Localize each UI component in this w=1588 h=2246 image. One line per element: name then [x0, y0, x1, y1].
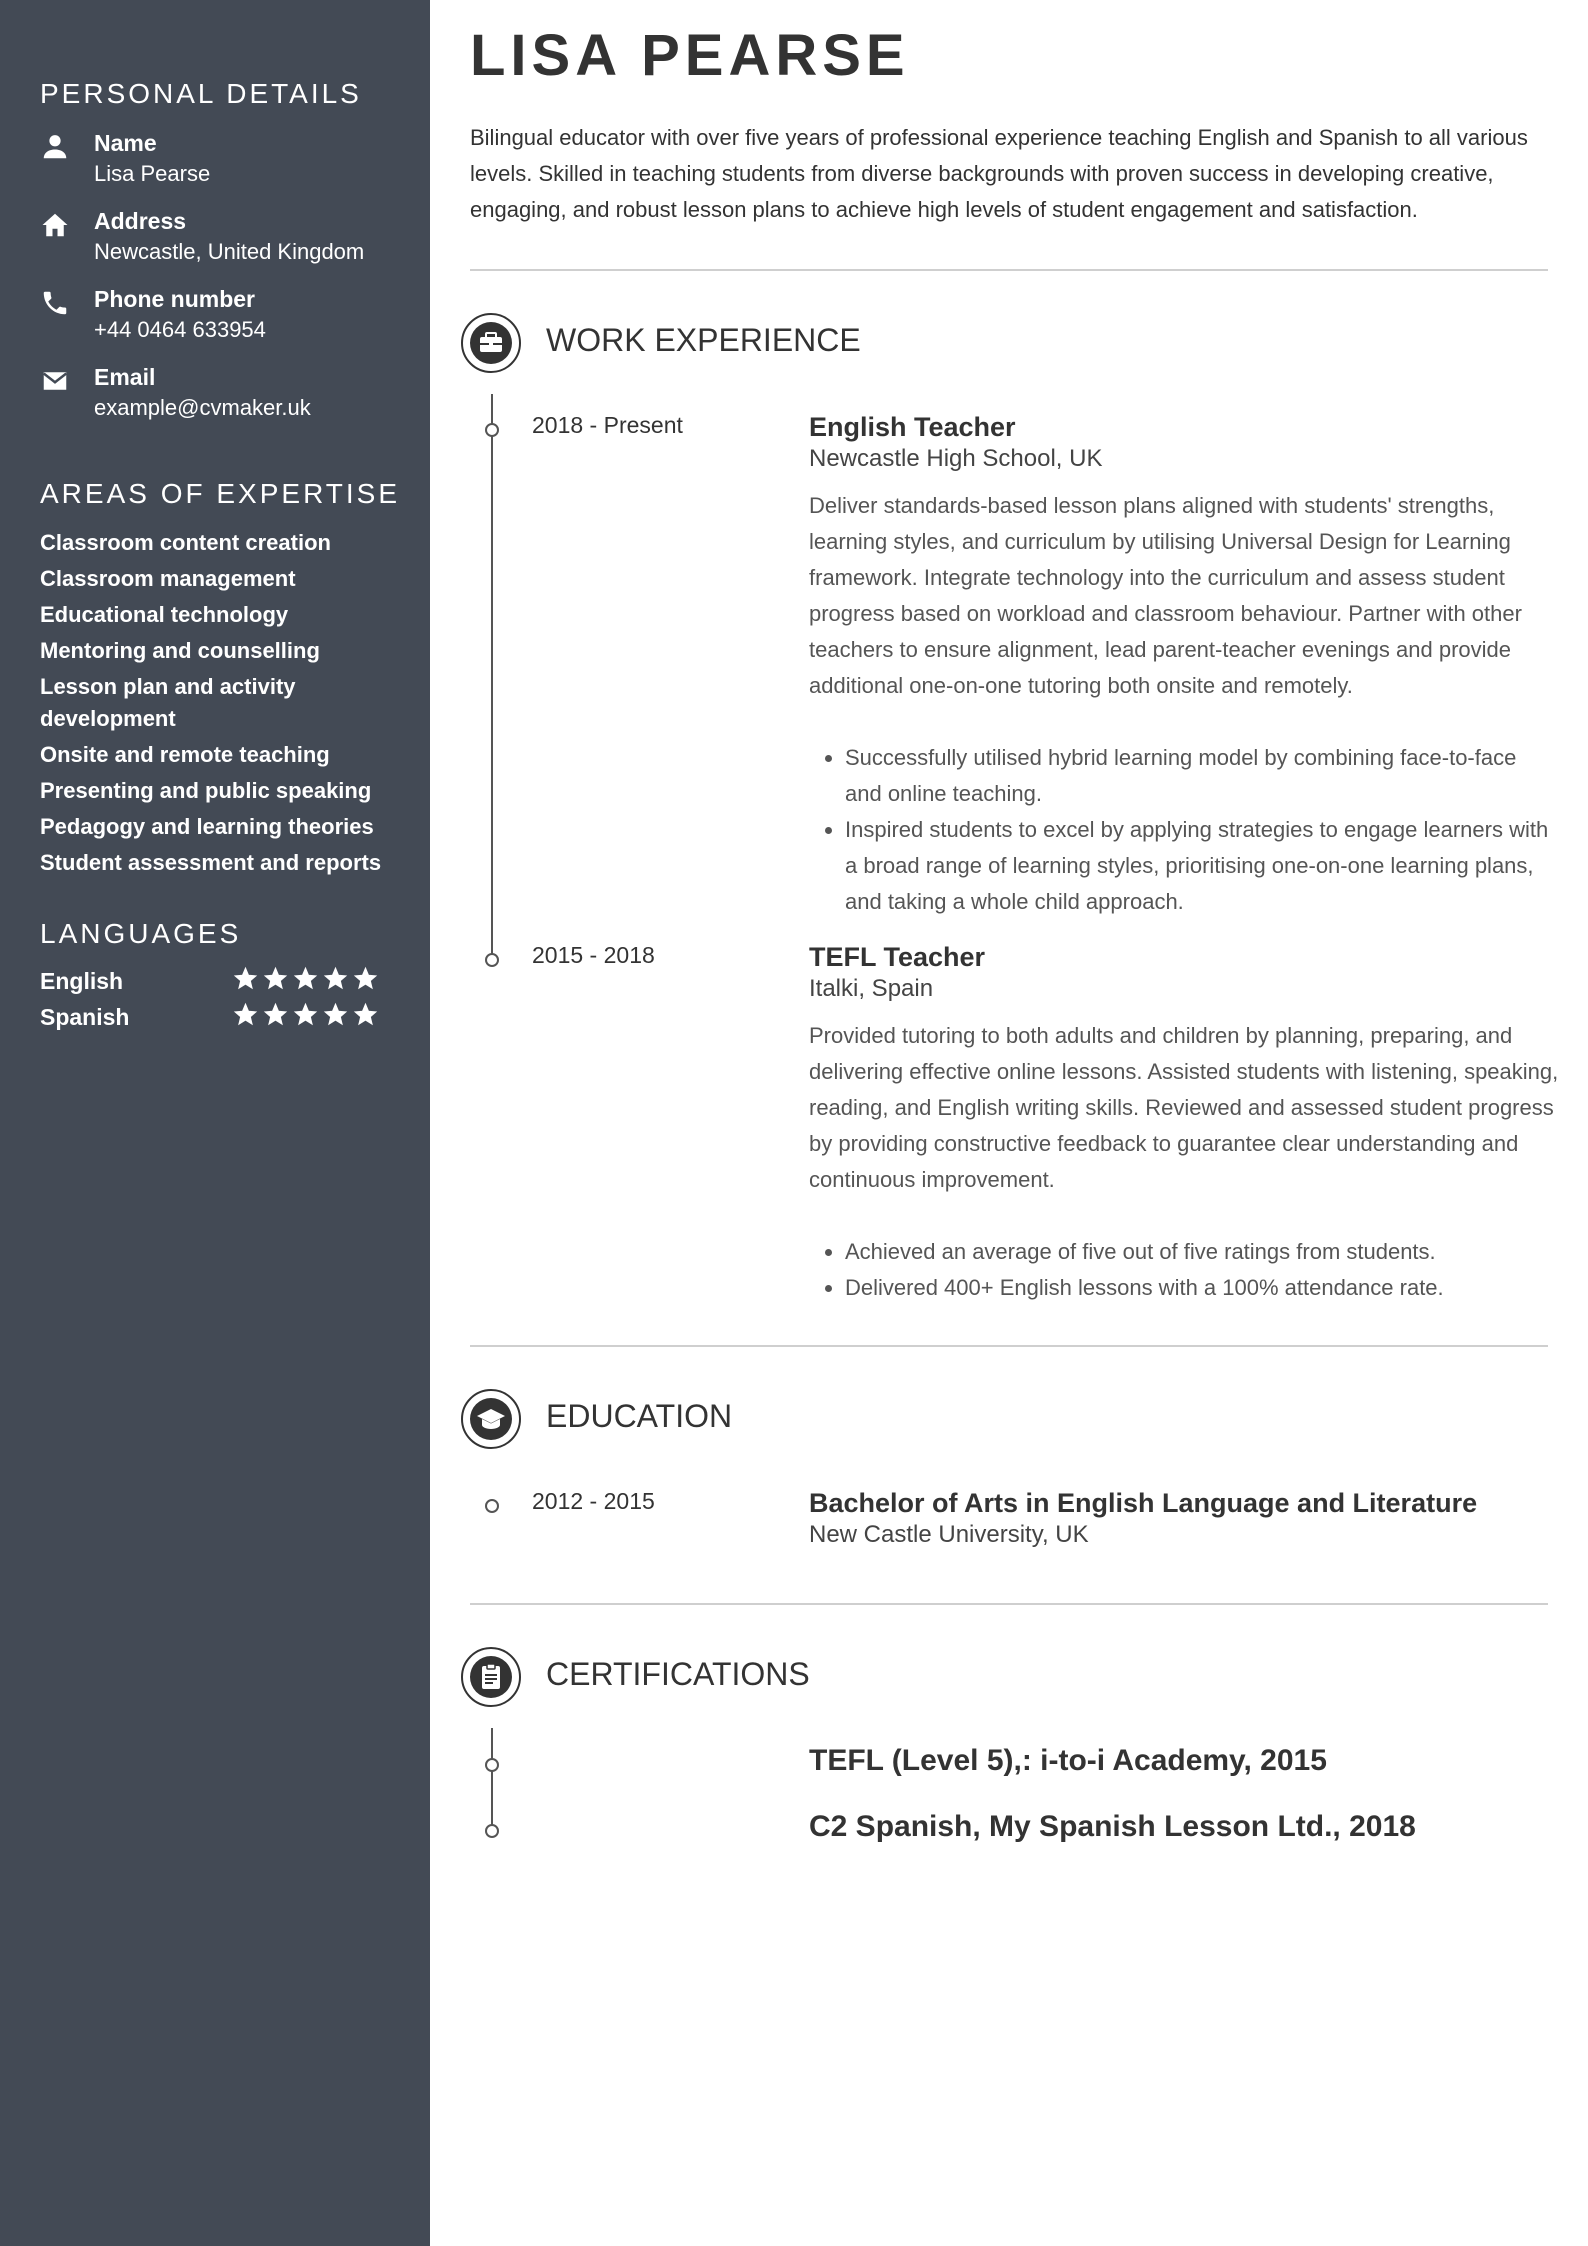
- expertise-item: Lesson plan and activity development: [40, 674, 296, 731]
- expertise-item: Classroom management: [40, 566, 296, 591]
- star-icon: [353, 966, 378, 991]
- personal-details-heading: PERSONAL DETAILS: [40, 78, 362, 109]
- graduation-cap-icon: [460, 1388, 522, 1450]
- job-date: 2018 - Present: [532, 412, 683, 438]
- timeline-line: [491, 1728, 493, 1828]
- star-icon: [323, 966, 348, 991]
- detail-value: example@cvmaker.uk: [94, 395, 311, 420]
- work-experience-title: WORK EXPERIENCE: [546, 322, 861, 358]
- star-icon: [293, 966, 318, 991]
- star-icon: [263, 1002, 288, 1027]
- education-date: 2012 - 2015: [532, 1488, 655, 1514]
- timeline-dot: [485, 1824, 499, 1838]
- certification-item: C2 Spanish, My Spanish Lesson Ltd., 2018: [809, 1810, 1416, 1843]
- timeline-dot: [485, 1758, 499, 1772]
- star-icon: [233, 1002, 258, 1027]
- divider: [470, 269, 1548, 271]
- home-icon: [40, 210, 70, 240]
- job-description: Provided tutoring to both adults and children by planning, preparing, and delivering effective online lessons. Assisted students with listening, speaking, reading, and English writing skills. Reviewed and assessed student progress by providing constructive feedback to guarantee clear understanding and continuous improvement.: [809, 1023, 1559, 1192]
- areas-of-expertise-heading: AREAS OF EXPERTISE: [40, 478, 401, 509]
- person-icon: [40, 132, 70, 162]
- detail-email: [40, 364, 410, 424]
- certifications-title: CERTIFICATIONS: [546, 1656, 810, 1692]
- divider: [470, 1345, 1548, 1347]
- expertise-item: Pedagogy and learning theories: [40, 814, 374, 839]
- expertise-item: Mentoring and counselling: [40, 638, 320, 663]
- job-entry: [809, 940, 1559, 1306]
- education-title: EDUCATION: [546, 1398, 733, 1434]
- detail-label: Name: [94, 130, 157, 156]
- language-rating: [233, 966, 378, 991]
- phone-icon: [40, 288, 70, 318]
- degree-title: Bachelor of Arts in English Language and Literature: [809, 1488, 1478, 1518]
- detail-label: Email: [94, 364, 156, 390]
- main-content: [470, 0, 1559, 2246]
- education-entry: [809, 1486, 1559, 1550]
- institution: New Castle University, UK: [809, 1521, 1089, 1548]
- expertise-item: Student assessment and reports: [40, 850, 382, 875]
- achievement-item: • Inspired students to excel by applying strategies to engage learners with a broad range of learning styles, prioritising one-on-one learning plans, and taking a whole child approach.: [845, 812, 1559, 920]
- timeline-dot: [485, 423, 499, 437]
- language-row: [40, 968, 380, 1000]
- language-row: [40, 1004, 380, 1036]
- achievement-item: • Delivered 400+ English lessons with a 100% attendance rate.: [845, 1270, 1559, 1306]
- star-icon: [293, 1002, 318, 1027]
- detail-address: [40, 208, 410, 268]
- detail-name: [40, 130, 410, 190]
- job-organization: Italki, Spain: [809, 975, 934, 1002]
- language-name: Spanish: [40, 1004, 130, 1030]
- divider: [470, 1603, 1548, 1605]
- expertise-item: Classroom content creation: [40, 530, 331, 555]
- star-icon: [323, 1002, 348, 1027]
- job-achievements: [809, 740, 1559, 920]
- briefcase-icon: [460, 312, 522, 374]
- candidate-name: LISA PEARSE: [470, 23, 910, 88]
- timeline-dot: [485, 1499, 499, 1513]
- sidebar: [0, 0, 430, 2246]
- certification-item: TEFL (Level 5),: i-to-i Academy, 2015: [809, 1744, 1327, 1777]
- detail-value: +44 0464 633954: [94, 317, 266, 342]
- profile-summary: Bilingual educator with over five years of professional experience teaching English and Spanish to all various levels. Skilled in teaching students from diverse backgrounds with proven success in developing creative, engaging, and robust lesson plans to achieve high levels of student engagement and satisfaction.: [470, 125, 1528, 222]
- job-organization: Newcastle High School, UK: [809, 445, 1103, 472]
- timeline-line: [491, 394, 493, 960]
- job-date: 2015 - 2018: [532, 942, 655, 968]
- detail-value: Lisa Pearse: [94, 161, 211, 186]
- detail-label: Phone number: [94, 286, 256, 312]
- expertise-item: Educational technology: [40, 602, 289, 627]
- job-entry: [809, 410, 1559, 920]
- clipboard-icon: [460, 1646, 522, 1708]
- star-icon: [353, 1002, 378, 1027]
- detail-phone: [40, 286, 410, 346]
- language-name: English: [40, 968, 124, 994]
- expertise-item: Onsite and remote teaching: [40, 742, 330, 767]
- languages-heading: LANGUAGES: [40, 918, 242, 949]
- job-achievements: [809, 1234, 1559, 1306]
- expertise-item: Presenting and public speaking: [40, 778, 372, 803]
- detail-label: Address: [94, 208, 187, 234]
- expertise-list: [40, 527, 400, 883]
- achievement-item: • Successfully utilised hybrid learning model by combining face-to-face and online teaching.: [845, 740, 1559, 812]
- envelope-icon: [40, 366, 70, 396]
- timeline-dot: [485, 953, 499, 967]
- star-icon: [263, 966, 288, 991]
- job-title: TEFL Teacher: [809, 942, 986, 972]
- job-title: English Teacher: [809, 412, 1016, 442]
- detail-value: Newcastle, United Kingdom: [94, 239, 365, 264]
- star-icon: [233, 966, 258, 991]
- achievement-item: • Achieved an average of five out of five ratings from students.: [845, 1234, 1559, 1270]
- job-description: Deliver standards-based lesson plans aligned with students' strengths, learning styles, and curriculum by utilising Universal Design for Learning framework. Integrate technology into the curriculum and assess student progress based on workload and classroom behaviour. Partner with other teachers to ensure alignment, lead parent-teacher evenings and provide additional one-on-one tutoring both onsite and remotely.: [809, 493, 1522, 698]
- language-rating: [233, 1002, 378, 1027]
